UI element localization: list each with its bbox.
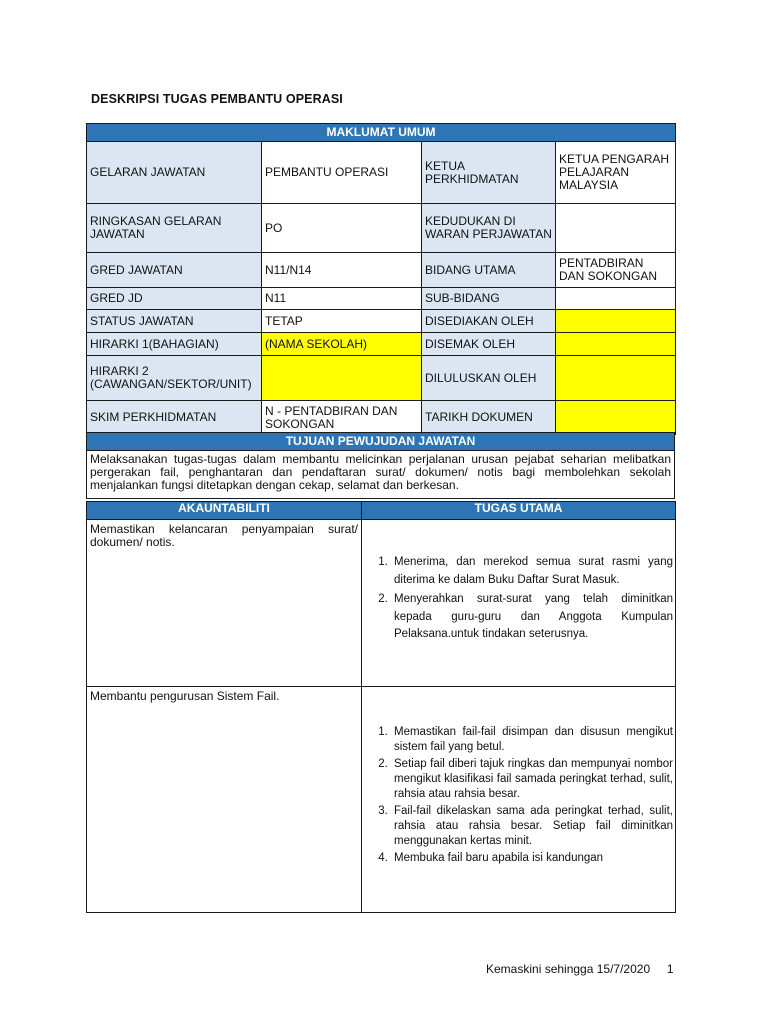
label-status: STATUS JAWATAN	[87, 310, 262, 333]
document-title: DESKRIPSI TUGAS PEMBANTU OPERASI	[91, 92, 343, 106]
task-item: 1. Menerima, dan merekod semua surat rasmi yang diterima ke dalam Buku Daftar Surat Masuk.	[391, 554, 673, 589]
page-number: 1	[666, 962, 674, 976]
value-approved-by[interactable]	[556, 356, 676, 401]
task-item: 4. Membuka fail baru apabila isi kandungan	[391, 851, 673, 866]
task-item: 3. Fail-fail dikelaskan sama ada peringkat terhad, sulit, rahsia atau rahsia besar. Setiap fail diminitkan menggunakan kertas minit.	[391, 804, 673, 849]
tasks-cell-2	[362, 687, 676, 913]
value-hierarchy-1[interactable]: (NAMA SEKOLAH)	[262, 333, 422, 356]
footer-updated-text: Kemaskini sehingga 15/7/2020	[486, 962, 651, 976]
page-footer	[486, 962, 674, 976]
general-info-header: MAKLUMAT UMUM	[87, 124, 676, 142]
purpose-table	[86, 432, 675, 499]
label-hierarchy-1: HIRARKI 1(BAHAGIAN)	[87, 333, 262, 356]
tasks-cell-1	[362, 520, 676, 687]
general-info-table	[86, 123, 676, 435]
task-item: 2. Setiap fail diberi tajuk ringkas dan mempunyai nombor mengikut klasifikasi fail samada peringkat terhad, sulit, rahsia atau rahsia besar.	[391, 757, 673, 802]
value-main-field: PENTADBIRAN DAN SOKONGAN	[556, 253, 676, 288]
accountability-header: AKAUNTABILITI	[87, 502, 362, 520]
duties-table	[86, 501, 676, 913]
value-reviewed-by[interactable]	[556, 333, 676, 356]
purpose-text: Melaksanakan tugas-tugas dalam membantu melicinkan perjalanan urusan pejabat seharian melibatkan pergerakan fail, penghantaran dan pendaftaran surat/ dokumen/ notis bagi membolehkan sekolah menjalankan fungsi ditetapkan dengan cekap, selamat dan berkesan.	[87, 451, 675, 499]
label-head-of-service: KETUA PERKHIDMATAN	[422, 142, 556, 204]
label-approved-by: DILULUSKAN OLEH	[422, 356, 556, 401]
value-jd-grade: N11	[262, 288, 422, 310]
label-main-field: BIDANG UTAMA	[422, 253, 556, 288]
value-hierarchy-2[interactable]	[262, 356, 422, 401]
label-job-title: GELARAN JAWATAN	[87, 142, 262, 204]
purpose-header: TUJUAN PEWUJUDAN JAWATAN	[87, 433, 675, 451]
label-service-scheme: SKIM PERKHIDMATAN	[87, 401, 262, 435]
label-reviewed-by: DISEMAK OLEH	[422, 333, 556, 356]
accountability-1: Memastikan kelancaran penyampaian surat/ dokumen/ notis.	[87, 520, 362, 687]
label-document-date: TARIKH DOKUMEN	[422, 401, 556, 435]
label-prepared-by: DISEDIAKAN OLEH	[422, 310, 556, 333]
label-warrant-position: KEDUDUKAN DI WARAN PERJAWATAN	[422, 204, 556, 253]
accountability-2: Membantu pengurusan Sistem Fail.	[87, 687, 362, 913]
value-document-date[interactable]	[556, 401, 676, 435]
label-jd-grade: GRED JD	[87, 288, 262, 310]
value-head-of-service: KETUA PENGARAH PELAJARAN MALAYSIA	[556, 142, 676, 204]
value-warrant-position	[556, 204, 676, 253]
label-sub-field: SUB-BIDANG	[422, 288, 556, 310]
label-grade: GRED JAWATAN	[87, 253, 262, 288]
value-job-title: PEMBANTU OPERASI	[262, 142, 422, 204]
task-item: 1. Memastikan fail-fail disimpan dan disusun mengikut sistem fail yang betul.	[391, 725, 673, 755]
value-service-scheme: N - PENTADBIRAN DAN SOKONGAN	[262, 401, 422, 435]
value-grade: N11/N14	[262, 253, 422, 288]
main-tasks-header: TUGAS UTAMA	[362, 502, 676, 520]
value-sub-field	[556, 288, 676, 310]
value-prepared-by[interactable]	[556, 310, 676, 333]
value-status: TETAP	[262, 310, 422, 333]
task-item: 2. Menyerahkan surat-surat yang telah diminitkan kepada guru-guru dan Anggota Kumpulan Pelaksana.untuk tindakan seterusnya.	[391, 591, 673, 644]
label-hierarchy-2: HIRARKI 2 (CAWANGAN/SEKTOR/UNIT)	[87, 356, 262, 401]
label-title-abbrev: RINGKASAN GELARAN JAWATAN	[87, 204, 262, 253]
value-title-abbrev: PO	[262, 204, 422, 253]
